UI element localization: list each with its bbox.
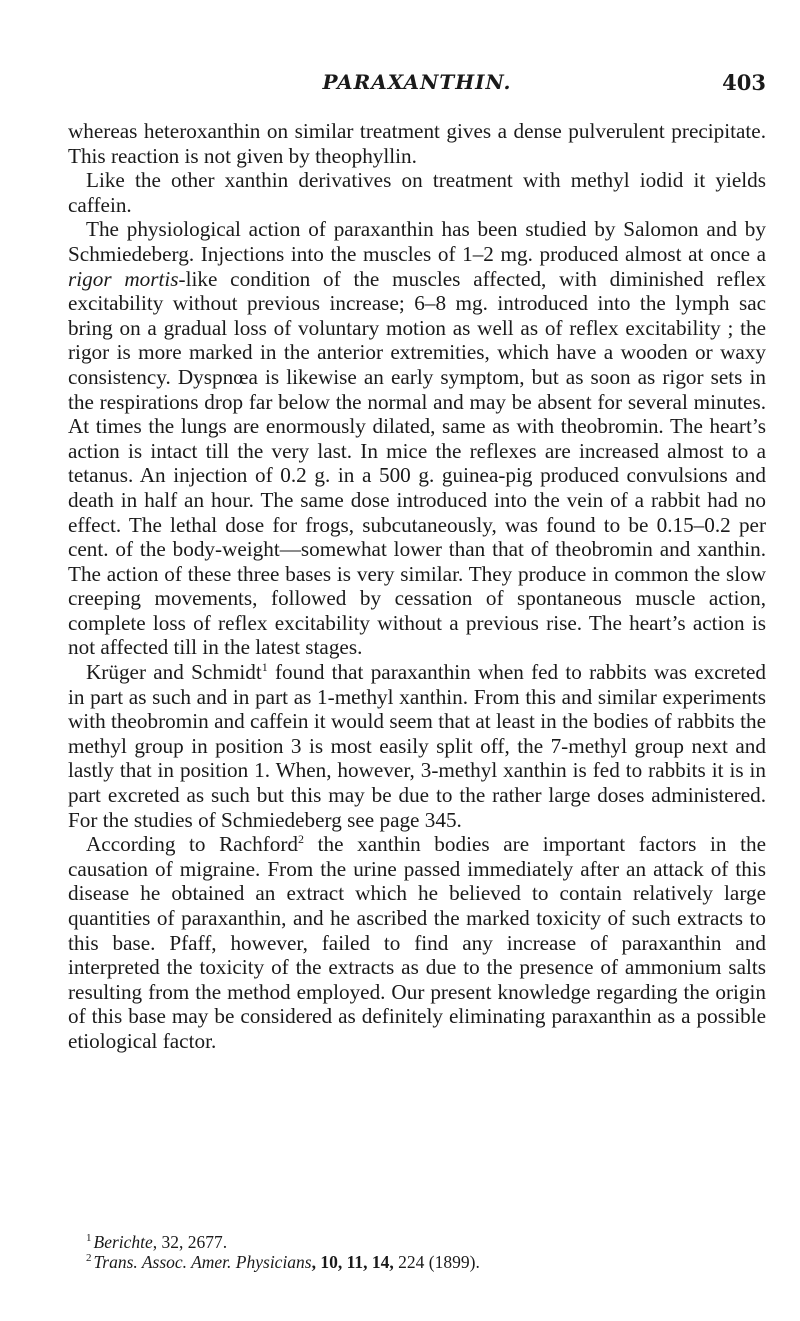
footnote-2-volumes: , 10, 11, 14, [311, 1252, 394, 1272]
footnote-1 [86, 1232, 766, 1252]
footnote-2-source: Trans. Assoc. Amer. Physicians [93, 1252, 312, 1272]
body-text [68, 119, 766, 1054]
paragraph-5-text-a: According to Rachford [86, 832, 298, 857]
paragraph-3-italic: rigor mortis [68, 266, 179, 291]
paragraph-3-text-b: -like condition of the muscles affected, with diminished reflex excitability without previous increase; 6–8 mg. introduced into the lymph sac bring on a gradual loss of voluntary motion as well as of reflex excitability ; the rigor is more marked in the anterior extremities, which have a wooden or waxy consistency. Dyspnœa is likewise an early symptom, but as soon as rigor sets in the respirations drop far below the normal and may be absent for several minutes. At times the lungs are enormously dilated, same as with theobromin. The heart’s action is intact till the very last. In mice the reflexes are increased almost to a tetanus. An injection of 0.2 g. in a 500 g. guinea-pig produced convulsions and death in half an hour. The same dose introduced into the vein of a rabbit had no effect. The lethal dose for frogs, subcutaneously, was found to be 0.15–0.2 per cent. of the body-weight—somewhat lower than that of theobromin and xanthin. The action of these three bases is very similar. They produce in common the slow creeping movements, followed by cessation of spontaneous muscle action, complete loss of reflex excitability without a previous rise. The heart’s action is not affected till in the latest stages. [68, 266, 766, 660]
running-title: PARAXANTHIN. [322, 70, 512, 94]
paragraph-1: whereas heteroxanthin on similar treatment gives a dense pulverulent precipitate. This reaction is not given by theophyllin. [68, 119, 766, 168]
paragraph-5 [68, 832, 766, 1053]
paragraph-4-text-b: found that paraxanthin when fed to rabbits was excreted in part as such and in part as 1-methyl xanthin. From this and similar experiments with theobromin and caffein it would seem that at least in the bodies of rabbits the methyl group in position 3 is most easily split off, the 7-methyl group next and lastly that in position 1. When, however, 3-methyl xanthin is fed to rabbits it is in part excreted as such but this may be due to the rather large doses administered. For the studies of Schmiedeberg see page 345. [68, 660, 766, 832]
paragraph-5-text-b: the xanthin bodies are important factors in the causation of migraine. From the urine passed immediately after an attack of this disease he obtained an extract which he believed to contain relatively large quantities of paraxanthin, and he ascribed the marked toxicity of such extracts to this base. Pfaff, however, failed to find any increase of paraxanthin and interpreted the toxicity of the extracts as due to the presence of ammonium salts resulting from the method employed. Our present knowledge regarding the origin of this base may be considered as definitely eliminating paraxanthin as a possible etiological factor. [68, 832, 766, 1053]
footnote-1-mark: 1 [86, 1232, 92, 1245]
page-number: 403 [722, 70, 766, 95]
paragraph-3-text-a: The physiological action of paraxanthin has been studied by Salomon and by Schmiedeberg. Injections into the muscles of 1–2 mg. produced almost at once a [68, 217, 766, 266]
paragraph-4-text-a: Krüger and Schmidt [86, 660, 262, 685]
footnote-2 [86, 1252, 766, 1272]
footnote-2-rest: 224 (1899). [393, 1252, 480, 1272]
footnote-1-rest: , 32, 2677. [152, 1232, 228, 1252]
footnote-ref-1: 1 [261, 660, 268, 674]
footnotes [86, 1232, 766, 1272]
paragraph-2: Like the other xanthin derivatives on treatment with methyl iodid it yields caffein. [68, 168, 766, 217]
page-header [68, 70, 766, 100]
footnote-ref-2: 2 [298, 832, 304, 847]
paragraph-4 [68, 660, 766, 832]
footnote-2-mark: 2 [86, 1252, 92, 1265]
footnote-1-source: Berichte [93, 1232, 153, 1252]
paragraph-3 [68, 217, 766, 660]
